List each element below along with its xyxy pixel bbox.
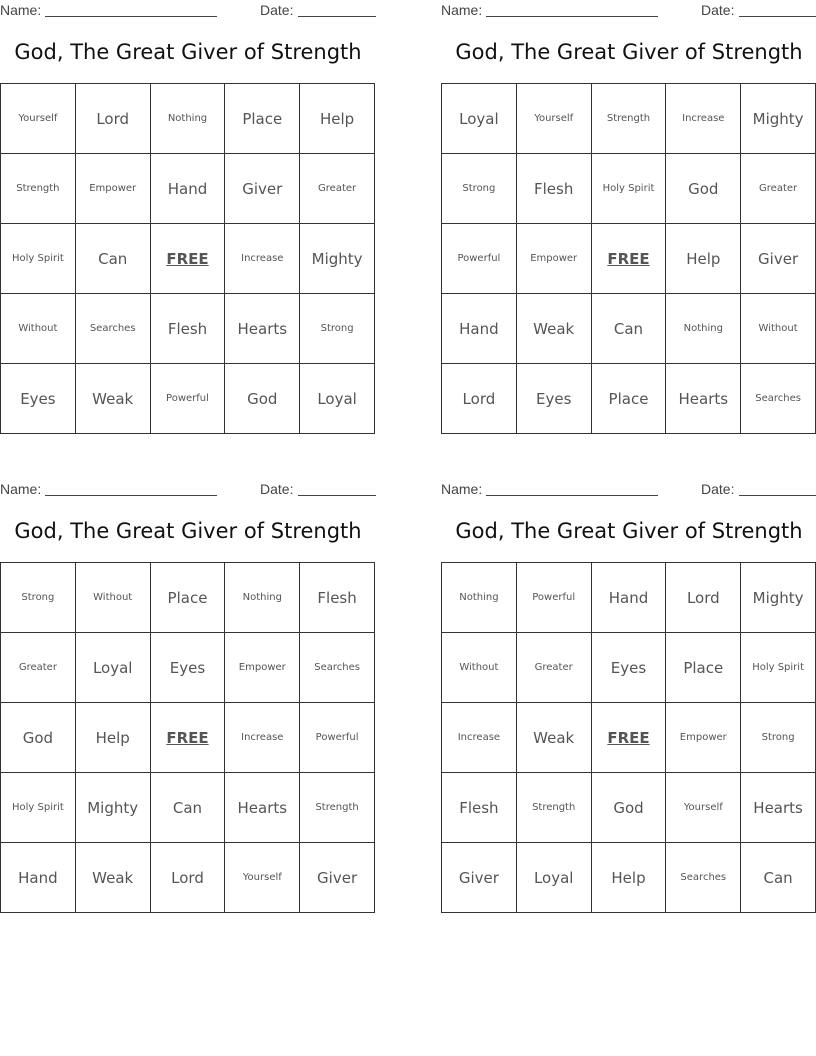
bingo-cell[interactable]: Holy Spirit xyxy=(1,773,76,843)
bingo-cell[interactable]: Help xyxy=(76,703,151,773)
bingo-cell[interactable]: Strength xyxy=(300,773,375,843)
free-space-cell[interactable]: FREE xyxy=(592,703,667,773)
bingo-grid xyxy=(0,83,375,434)
name-label: Name: xyxy=(441,481,483,497)
bingo-cell[interactable]: Mighty xyxy=(76,773,151,843)
bingo-cell[interactable]: Flesh xyxy=(517,154,592,224)
bingo-cell[interactable]: Giver xyxy=(225,154,300,224)
bingo-cell[interactable]: Loyal xyxy=(300,364,375,434)
name-label: Name: xyxy=(0,2,42,18)
bingo-cell[interactable]: Strength xyxy=(1,154,76,224)
bingo-cell[interactable]: Increase xyxy=(225,703,300,773)
bingo-cell[interactable]: Hearts xyxy=(666,364,741,434)
bingo-cell[interactable]: Nothing xyxy=(151,84,226,154)
bingo-cell[interactable]: Greater xyxy=(741,154,816,224)
bingo-cell[interactable]: Greater xyxy=(1,633,76,703)
bingo-cell[interactable]: Without xyxy=(442,633,517,703)
card-title: God, The Great Giver of Strength xyxy=(14,519,362,543)
bingo-cell[interactable]: Place xyxy=(151,563,226,633)
bingo-cell[interactable]: Yourself xyxy=(517,84,592,154)
bingo-cell[interactable]: Holy Spirit xyxy=(1,224,76,294)
bingo-cell[interactable]: Eyes xyxy=(592,633,667,703)
bingo-cell[interactable]: Flesh xyxy=(151,294,226,364)
date-label: Date: xyxy=(701,481,735,497)
name-field[interactable] xyxy=(45,16,217,17)
bingo-cell[interactable]: Weak xyxy=(517,294,592,364)
bingo-cell[interactable]: Lord xyxy=(442,364,517,434)
bingo-cell[interactable]: Lord xyxy=(666,563,741,633)
bingo-cell[interactable]: Lord xyxy=(151,843,226,913)
bingo-cell[interactable]: Yourself xyxy=(225,843,300,913)
bingo-cell[interactable]: Strength xyxy=(592,84,667,154)
bingo-cell[interactable]: Powerful xyxy=(442,224,517,294)
name-label: Name: xyxy=(441,2,483,18)
bingo-cell[interactable]: God xyxy=(666,154,741,224)
bingo-cell[interactable]: Help xyxy=(666,224,741,294)
bingo-cell[interactable]: Increase xyxy=(225,224,300,294)
bingo-cell[interactable]: Searches xyxy=(666,843,741,913)
name-field[interactable] xyxy=(486,495,658,496)
free-space-cell[interactable]: FREE xyxy=(151,703,226,773)
bingo-cell[interactable]: Without xyxy=(76,563,151,633)
bingo-grid xyxy=(441,562,816,913)
bingo-cell[interactable]: Yourself xyxy=(666,773,741,843)
bingo-cell[interactable]: Powerful xyxy=(151,364,226,434)
free-space-cell[interactable]: FREE xyxy=(151,224,226,294)
bingo-cell[interactable]: God xyxy=(225,364,300,434)
bingo-cell[interactable]: Nothing xyxy=(666,294,741,364)
bingo-cell[interactable]: Holy Spirit xyxy=(592,154,667,224)
bingo-cell[interactable]: Searches xyxy=(76,294,151,364)
date-field[interactable] xyxy=(298,495,376,496)
bingo-grid xyxy=(441,83,816,434)
bingo-cell[interactable]: Mighty xyxy=(741,563,816,633)
date-label: Date: xyxy=(260,481,294,497)
bingo-cell[interactable]: Increase xyxy=(442,703,517,773)
bingo-cell[interactable]: Eyes xyxy=(151,633,226,703)
bingo-cell[interactable]: Can xyxy=(592,294,667,364)
free-space-cell[interactable]: FREE xyxy=(592,224,667,294)
bingo-cell[interactable]: Can xyxy=(151,773,226,843)
bingo-cell[interactable]: Can xyxy=(76,224,151,294)
bingo-cell[interactable]: Loyal xyxy=(76,633,151,703)
card-header xyxy=(0,0,376,20)
bingo-cell[interactable]: Hearts xyxy=(225,773,300,843)
bingo-cell[interactable]: Giver xyxy=(741,224,816,294)
bingo-cell[interactable]: Hand xyxy=(151,154,226,224)
bingo-cell[interactable]: Hand xyxy=(442,294,517,364)
bingo-cell[interactable]: Mighty xyxy=(300,224,375,294)
bingo-cell[interactable]: Eyes xyxy=(517,364,592,434)
card-title: God, The Great Giver of Strength xyxy=(455,40,803,64)
bingo-cell[interactable]: Empower xyxy=(666,703,741,773)
bingo-cell[interactable]: Mighty xyxy=(741,84,816,154)
bingo-cell[interactable]: Flesh xyxy=(442,773,517,843)
bingo-cell[interactable]: Nothing xyxy=(225,563,300,633)
name-field[interactable] xyxy=(45,495,217,496)
date-field[interactable] xyxy=(739,495,816,496)
bingo-cell[interactable]: Holy Spirit xyxy=(741,633,816,703)
bingo-cell[interactable]: Place xyxy=(225,84,300,154)
bingo-cell[interactable]: Greater xyxy=(517,633,592,703)
bingo-cell[interactable]: Strong xyxy=(442,154,517,224)
bingo-cell[interactable]: Searches xyxy=(741,364,816,434)
name-label: Name: xyxy=(0,481,42,497)
bingo-cell[interactable]: Hearts xyxy=(741,773,816,843)
bingo-cell[interactable]: Empower xyxy=(225,633,300,703)
bingo-cell[interactable]: Lord xyxy=(76,84,151,154)
bingo-cell[interactable]: Hand xyxy=(592,563,667,633)
card-title: God, The Great Giver of Strength xyxy=(455,519,803,543)
bingo-cell[interactable]: Empower xyxy=(517,224,592,294)
bingo-cell[interactable]: Help xyxy=(592,843,667,913)
bingo-cell[interactable]: Loyal xyxy=(517,843,592,913)
bingo-cell[interactable]: Without xyxy=(741,294,816,364)
date-label: Date: xyxy=(701,2,735,18)
bingo-cell[interactable]: Powerful xyxy=(300,703,375,773)
bingo-cell[interactable]: Eyes xyxy=(1,364,76,434)
bingo-cell[interactable]: Without xyxy=(1,294,76,364)
bingo-cell[interactable]: God xyxy=(1,703,76,773)
card-header xyxy=(441,479,816,499)
bingo-cell[interactable]: Weak xyxy=(76,364,151,434)
bingo-cell[interactable]: Strong xyxy=(300,294,375,364)
date-field[interactable] xyxy=(298,16,376,17)
bingo-cell[interactable]: Giver xyxy=(300,843,375,913)
bingo-cell[interactable]: Powerful xyxy=(517,563,592,633)
card-title: God, The Great Giver of Strength xyxy=(14,40,362,64)
bingo-cell[interactable]: Increase xyxy=(666,84,741,154)
bingo-cell[interactable]: Help xyxy=(300,84,375,154)
card-header xyxy=(441,0,816,20)
bingo-cell[interactable]: Place xyxy=(592,364,667,434)
bingo-cell[interactable]: Strength xyxy=(517,773,592,843)
card-header xyxy=(0,479,376,499)
bingo-cell[interactable]: Hearts xyxy=(225,294,300,364)
bingo-grid xyxy=(0,562,375,913)
bingo-cell[interactable]: God xyxy=(592,773,667,843)
bingo-cell[interactable]: Hand xyxy=(1,843,76,913)
bingo-cell[interactable]: Yourself xyxy=(1,84,76,154)
bingo-cell[interactable]: Weak xyxy=(76,843,151,913)
bingo-cell[interactable]: Strong xyxy=(741,703,816,773)
bingo-cell[interactable]: Greater xyxy=(300,154,375,224)
date-field[interactable] xyxy=(739,16,816,17)
bingo-cell[interactable]: Strong xyxy=(1,563,76,633)
bingo-cell[interactable]: Weak xyxy=(517,703,592,773)
bingo-cell[interactable]: Nothing xyxy=(442,563,517,633)
date-label: Date: xyxy=(260,2,294,18)
bingo-cell[interactable]: Flesh xyxy=(300,563,375,633)
bingo-cell[interactable]: Giver xyxy=(442,843,517,913)
bingo-cell[interactable]: Place xyxy=(666,633,741,703)
bingo-cell[interactable]: Empower xyxy=(76,154,151,224)
bingo-cell[interactable]: Loyal xyxy=(442,84,517,154)
name-field[interactable] xyxy=(486,16,658,17)
bingo-cell[interactable]: Can xyxy=(741,843,816,913)
bingo-cell[interactable]: Searches xyxy=(300,633,375,703)
